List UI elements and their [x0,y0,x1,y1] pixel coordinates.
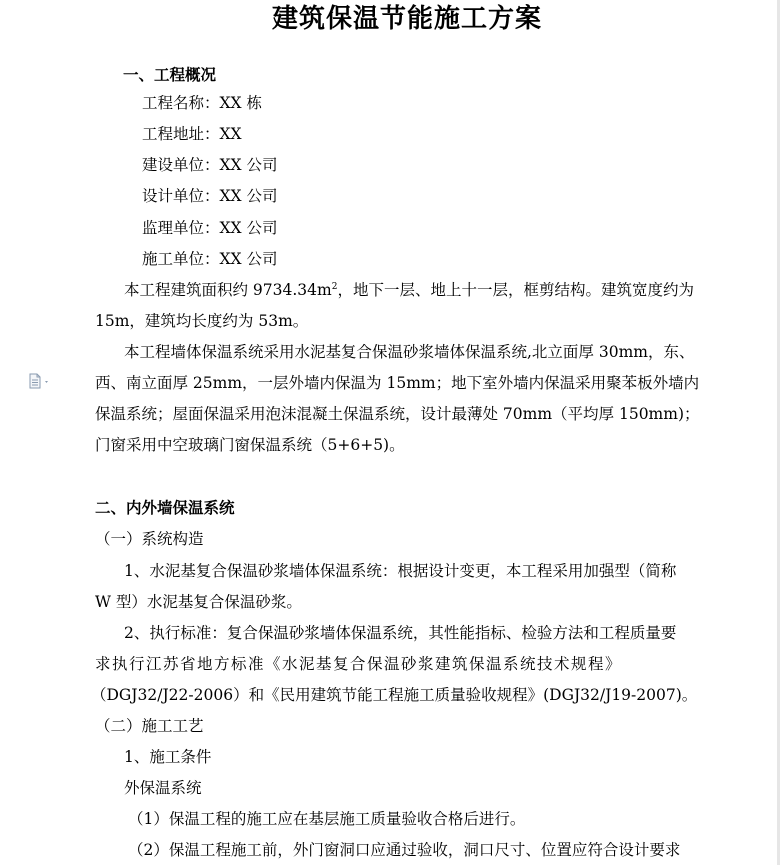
item-2-line-1: 2、执行标准：复合保温砂浆墙体保温系统，其性能指标、检验方法和工程质量要 [124,624,677,642]
paragraph-insulation-line-1: 本工程墙体保温系统采用水泥基复合保温砂浆墙体保温系统,北立面厚 30mm，东、 [124,343,695,361]
item-1-line-2: W 型）水泥基复合保温砂浆。 [95,593,302,611]
exterior-insulation-system-label: 外保温系统 [124,779,202,797]
field-project-address: 工程地址：XX [142,125,242,143]
section-heading-wall-insulation: 二、内外墙保温系统 [95,498,235,517]
document-title: 建筑保温节能施工方案 [271,4,542,34]
paragraph-insulation-line-4: 门窗采用中空玻璃门窗保温系统（5+6+5)。 [95,436,405,454]
area-text-a: 本工程建筑面积约 9734.34m [124,281,332,299]
field-construction-unit: 建设单位：XX 公司 [142,156,278,174]
field-supervision-unit: 监理单位：XX 公司 [142,219,278,237]
subheading-construction-process: （二）施工工艺 [95,717,204,735]
condition-1: （1）保温工程的施工应在基层施工质量验收合格后进行。 [128,810,526,828]
item-1-line-1: 1、水泥基复合保温砂浆墙体保温系统：根据设计变更，本工程采用加强型（简称 [124,562,677,580]
field-project-name: 工程名称：XX 栋 [142,94,262,112]
field-builder-unit: 施工单位：XX 公司 [142,250,278,268]
area-superscript: 2 [331,282,338,292]
document-comment-icon[interactable] [28,373,56,389]
subheading-system-structure: （一）系统构造 [95,530,204,548]
paragraph-area-line-1 [124,280,694,300]
item-2-line-2: 求执行江苏省地方标准《水泥基复合保温砂浆建筑保温系统技术规程》 [95,655,623,673]
section-heading-overview: 一、工程概况 [123,65,217,84]
paragraph-insulation-line-2: 西、南立面厚 25mm，一层外墙内保温为 15mm；地下室外墙内保温采用聚苯板外墙内 [95,374,700,392]
area-text-b: ，地下一层、地上十一层，框剪结构。建筑宽度约为 [337,281,694,299]
construction-conditions-heading: 1、施工条件 [124,748,212,766]
field-design-unit: 设计单位：XX 公司 [142,187,278,205]
item-2-line-3: （DGJ32/J22-2006）和《民用建筑节能工程施工质量验收规程》(DGJ32/J19-2007)。 [91,686,698,704]
paragraph-insulation-line-3: 保温系统；屋面保温采用泡沫混凝土保温系统，设计最薄处 70mm（平均厚 150mm)； [95,405,700,423]
condition-2: （2）保温工程施工前，外门窗洞口应通过验收，洞口尺寸、位置应符合设计要求 [128,841,681,859]
paragraph-area-line-2: 15m，建筑均长度约为 53m。 [95,312,309,330]
